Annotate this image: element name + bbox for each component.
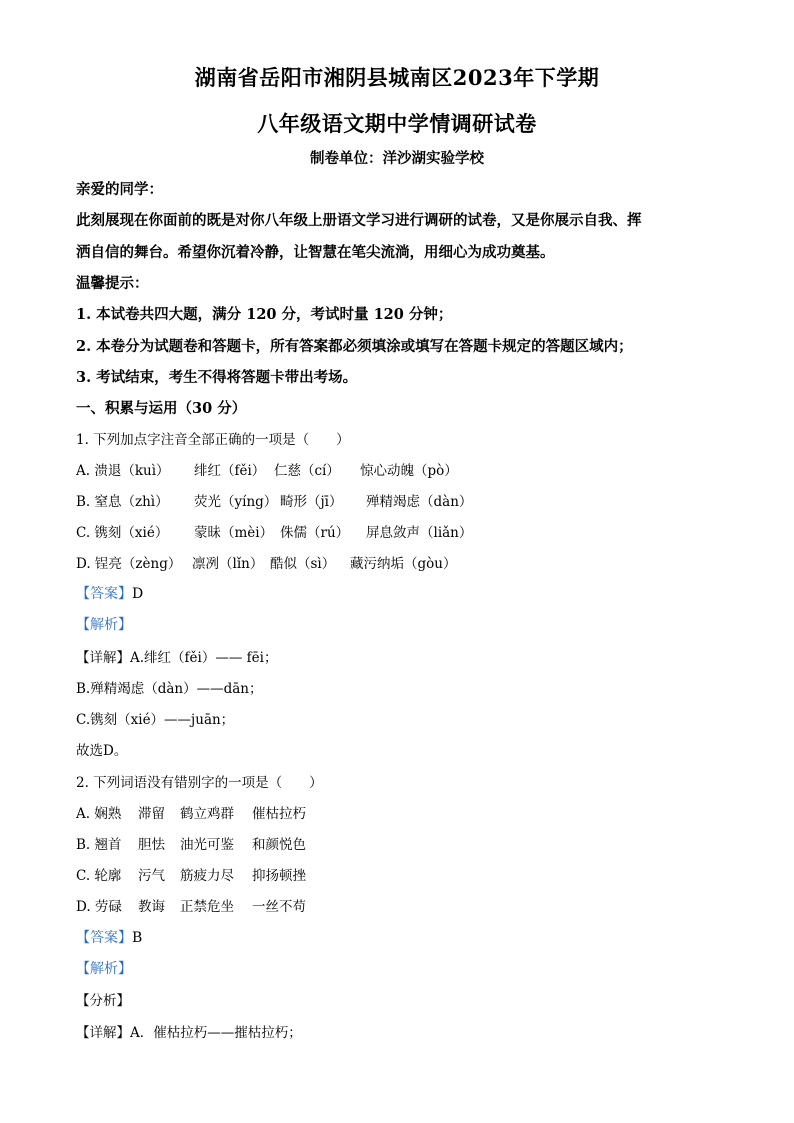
q1-analysis — [76, 614, 132, 634]
intro-paragraph-line2: 洒自信的舞台。希望你沉着冷静，让智慧在笔尖流淌，用细心为成功奠基。 — [76, 244, 555, 261]
q2-d-word2: 教诲 — [138, 899, 165, 915]
q2-option-d — [76, 895, 306, 915]
greeting: 亲爱的同学： — [76, 181, 163, 198]
q2-fenxi: 【分析】 — [76, 993, 130, 1009]
q2-a-word1: A. 娴熟 — [76, 806, 122, 822]
intro-paragraph-line1: 此刻展现在你面前的既是对你八年级上册语文学习进行调研的试卷，又是你展示自我、挥 — [76, 212, 642, 229]
q1-option-c — [76, 521, 472, 541]
tip-1: 1. 本试卷共四大题，满分 120 分，考试时量 120 分钟； — [76, 306, 453, 323]
q2-a-word4: 催枯拉朽 — [252, 806, 306, 822]
q2-b-word2: 胆怯 — [138, 837, 165, 853]
q2-answer-value: B — [132, 930, 143, 946]
tip-3: 3. 考试结束，考生不得将答题卡带出考场。 — [76, 369, 358, 386]
q1-option-a — [76, 459, 458, 479]
q1-a-word2: 绯红（fěi） — [194, 463, 266, 479]
q2-c-word4: 抑扬顿挫 — [252, 868, 306, 884]
q1-c-word1: C. 镌刻（xié） — [76, 525, 169, 541]
tip-2: 2. 本卷分为试题卷和答题卡，所有答案都必须填涂或填写在答题卡规定的答题区域内； — [76, 338, 633, 355]
q1-d-word3: 酷似（sì） — [270, 556, 336, 572]
q1-b-word1: B. 窒息（zhì） — [76, 494, 169, 510]
q2-stem: 2. 下列词语没有错别字的一项是（ ） — [76, 775, 323, 791]
q2-b-word1: B. 翘首 — [76, 837, 122, 853]
analysis-tag: 【解析】 — [76, 617, 132, 633]
q2-option-c — [76, 864, 306, 884]
q1-b-word2: 荧光（yíng） — [194, 494, 278, 510]
q1-detail-3: C.镌刻（xié）——juān； — [76, 712, 235, 728]
q1-option-b — [76, 490, 472, 510]
q1-stem: 1. 下列加点字注音全部正确的一项是（ ） — [76, 432, 350, 448]
q2-a-word2: 滞留 — [138, 806, 165, 822]
q1-answer-value: D — [132, 586, 144, 602]
q2-a-word3: 鹤立鸡群 — [180, 806, 234, 822]
q1-b-word4: 殚精竭虑（dàn） — [366, 494, 473, 510]
q2-option-a — [76, 802, 306, 822]
answer-tag: 【答案】 — [76, 586, 132, 602]
q1-d-word2: 凛冽（lǐn） — [192, 556, 264, 572]
tips-title: 温馨提示： — [76, 275, 149, 292]
q1-detail-2: B.殚精竭虑（dàn）——dān； — [76, 681, 263, 697]
q2-d-word4: 一丝不苟 — [252, 899, 306, 915]
exam-title-line1: 湖南省岳阳市湘阴县城南区2023年下学期 — [194, 65, 600, 90]
q2-c-word3: 筋疲力尽 — [180, 868, 234, 884]
q1-c-word4: 屏息敛声（liǎn） — [366, 525, 473, 541]
q1-a-word3: 仁慈（cí） — [274, 463, 340, 479]
q2-analysis — [76, 958, 132, 978]
q2-b-word4: 和颜悦色 — [252, 837, 306, 853]
q1-c-word3: 侏儒（rú） — [280, 525, 350, 541]
q1-option-d — [76, 552, 456, 572]
analysis-tag: 【解析】 — [76, 961, 132, 977]
q2-d-word1: D. 劳碌 — [76, 899, 122, 915]
q1-a-word4: 惊心动魄（pò） — [360, 463, 458, 479]
exam-unit: 制卷单位：洋沙湖实验学校 — [310, 150, 484, 167]
q2-c-word2: 污气 — [138, 868, 165, 884]
q1-d-word1: D. 锃亮（zèng） — [76, 556, 182, 572]
exam-title-line2: 八年级语文期中学情调研试卷 — [257, 111, 537, 136]
section1-heading: 一、积累与运用（30 分） — [76, 400, 247, 417]
q2-b-word3: 油光可鉴 — [180, 837, 234, 853]
q1-b-word3: 畸形（jī） — [280, 494, 343, 510]
q1-d-word4: 藏污纳垢（gòu） — [350, 556, 457, 572]
q2-c-word1: C. 轮廓 — [76, 868, 122, 884]
q2-detail-1: 【详解】A．催枯拉朽——摧枯拉朽； — [76, 1025, 302, 1041]
q1-detail-1: 【详解】A.绯红（fěi）—— fēi； — [76, 650, 278, 666]
q2-option-b — [76, 833, 306, 853]
answer-tag: 【答案】 — [76, 930, 132, 946]
q1-c-word2: 蒙昧（mèi） — [194, 525, 274, 541]
q1-answer — [76, 583, 143, 603]
q2-answer — [76, 927, 142, 947]
q1-a-word1: A. 溃退（kuì） — [76, 463, 170, 479]
q1-conclusion: 故选D。 — [76, 743, 128, 759]
q2-d-word3: 正禁危坐 — [180, 899, 234, 915]
